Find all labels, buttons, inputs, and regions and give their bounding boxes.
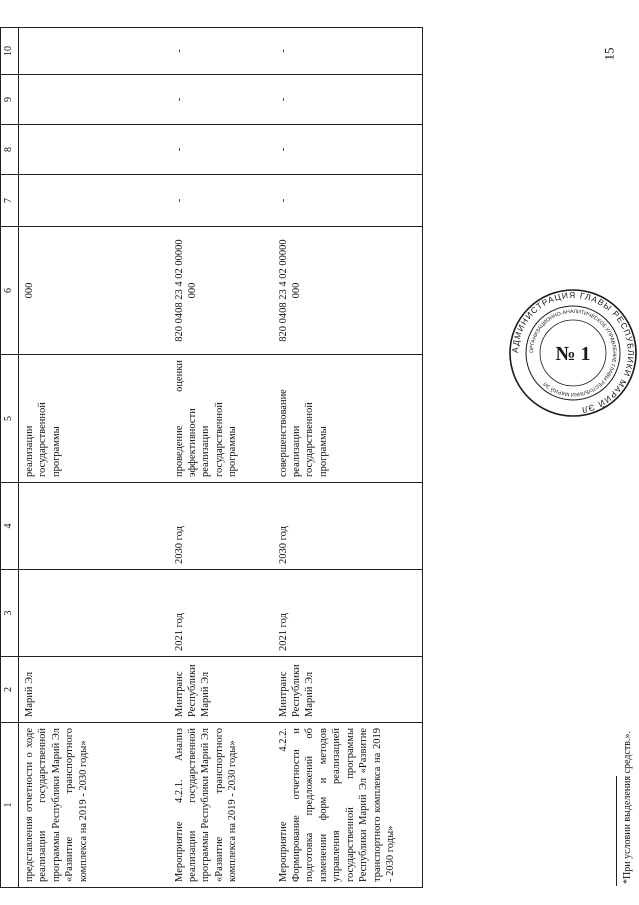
footnote: *При условии выделения средств.». (622, 731, 633, 884)
value-cell: - (169, 28, 273, 75)
budget-code-cell: 820 0408 23 4 02 00000 000 (169, 227, 273, 355)
table-row (169, 28, 273, 888)
column-number: 9 (1, 75, 19, 125)
value-cell (19, 75, 169, 125)
start-year-cell (19, 570, 169, 657)
value-cell: - (169, 175, 273, 227)
end-year-cell (19, 483, 169, 570)
footnote-divider (616, 776, 617, 886)
value-cell: - (169, 75, 273, 125)
table-row (19, 28, 169, 888)
executor-cell: Минтранс Республики Марий Эл (273, 657, 423, 723)
expected-result-cell: проведение оценки эффективности реализации государственной программы (169, 355, 273, 483)
value-cell: - (273, 75, 423, 125)
rotated-document-sheet (0, 28, 639, 888)
end-year-cell: 2030 год (169, 483, 273, 570)
expected-result-cell: реализации государственной программы (19, 355, 169, 483)
budget-code-cell: 000 (19, 227, 169, 355)
column-number: 5 (1, 355, 19, 483)
official-stamp-seal (508, 288, 638, 418)
executor-cell: Минтранс Республики Марий Эл (169, 657, 273, 723)
value-cell: - (169, 125, 273, 175)
start-year-cell: 2021 год (273, 570, 423, 657)
column-number: 1 (1, 723, 19, 888)
measure-name-cell: Мероприятие 4.2.2. Формирование отчетности и подготовка предложений об изменении форм и методов управления реализацией государственной программы Республики Марий Эл «Развитие транспортного комплекса на 2019 - 2030 годы» (273, 723, 423, 888)
measure-name-cell: представления отчетности о ходе реализации государственной программы Республики Марий Эл «Развитие транспортного комплекса на 2019 - 2030 годы» (19, 723, 169, 888)
page-number: 15 (601, 47, 617, 61)
column-number: 10 (1, 28, 19, 75)
column-number: 3 (1, 570, 19, 657)
column-number-header (1, 28, 19, 888)
svg-text:ОРГАНИЗАЦИОННО-АНАЛИТИЧЕСКОЕ У: ОРГАНИЗАЦИОННО-АНАЛИТИЧЕСКОЕ УПРАВЛЕНИЕ ГЛАВЫ РЕСПУБЛИКИ МАРИЙ ЭЛ (528, 308, 618, 398)
column-number: 2 (1, 657, 19, 723)
measures-table (0, 27, 423, 888)
executor-cell: Марий Эл (19, 657, 169, 723)
table-row (273, 28, 423, 888)
column-number: 6 (1, 227, 19, 355)
value-cell (19, 175, 169, 227)
end-year-cell: 2030 год (273, 483, 423, 570)
budget-code-cell: 820 0408 23 4 02 00000 000 (273, 227, 423, 355)
start-year-cell: 2021 год (169, 570, 273, 657)
value-cell (19, 28, 169, 75)
value-cell (19, 125, 169, 175)
column-number: 4 (1, 483, 19, 570)
value-cell: - (273, 125, 423, 175)
measure-name-cell: Мероприятие 4.2.1. Анализ реализации государственной программы Республики Марий Эл «Развитие транспортного комплекса на 2019 - 2030 годы» (169, 723, 273, 888)
column-number: 8 (1, 125, 19, 175)
svg-text:АДМИНИСТРАЦИЯ ГЛАВЫ РЕСПУБЛИКИ: АДМИНИСТРАЦИЯ ГЛАВЫ РЕСПУБЛИКИ МАРИЙ ЭЛ (509, 289, 637, 416)
svg-text:№ 1: № 1 (555, 343, 591, 365)
column-number: 7 (1, 175, 19, 227)
value-cell: - (273, 28, 423, 75)
expected-result-cell: совершенствование реализации государственной программы (273, 355, 423, 483)
value-cell: - (273, 175, 423, 227)
